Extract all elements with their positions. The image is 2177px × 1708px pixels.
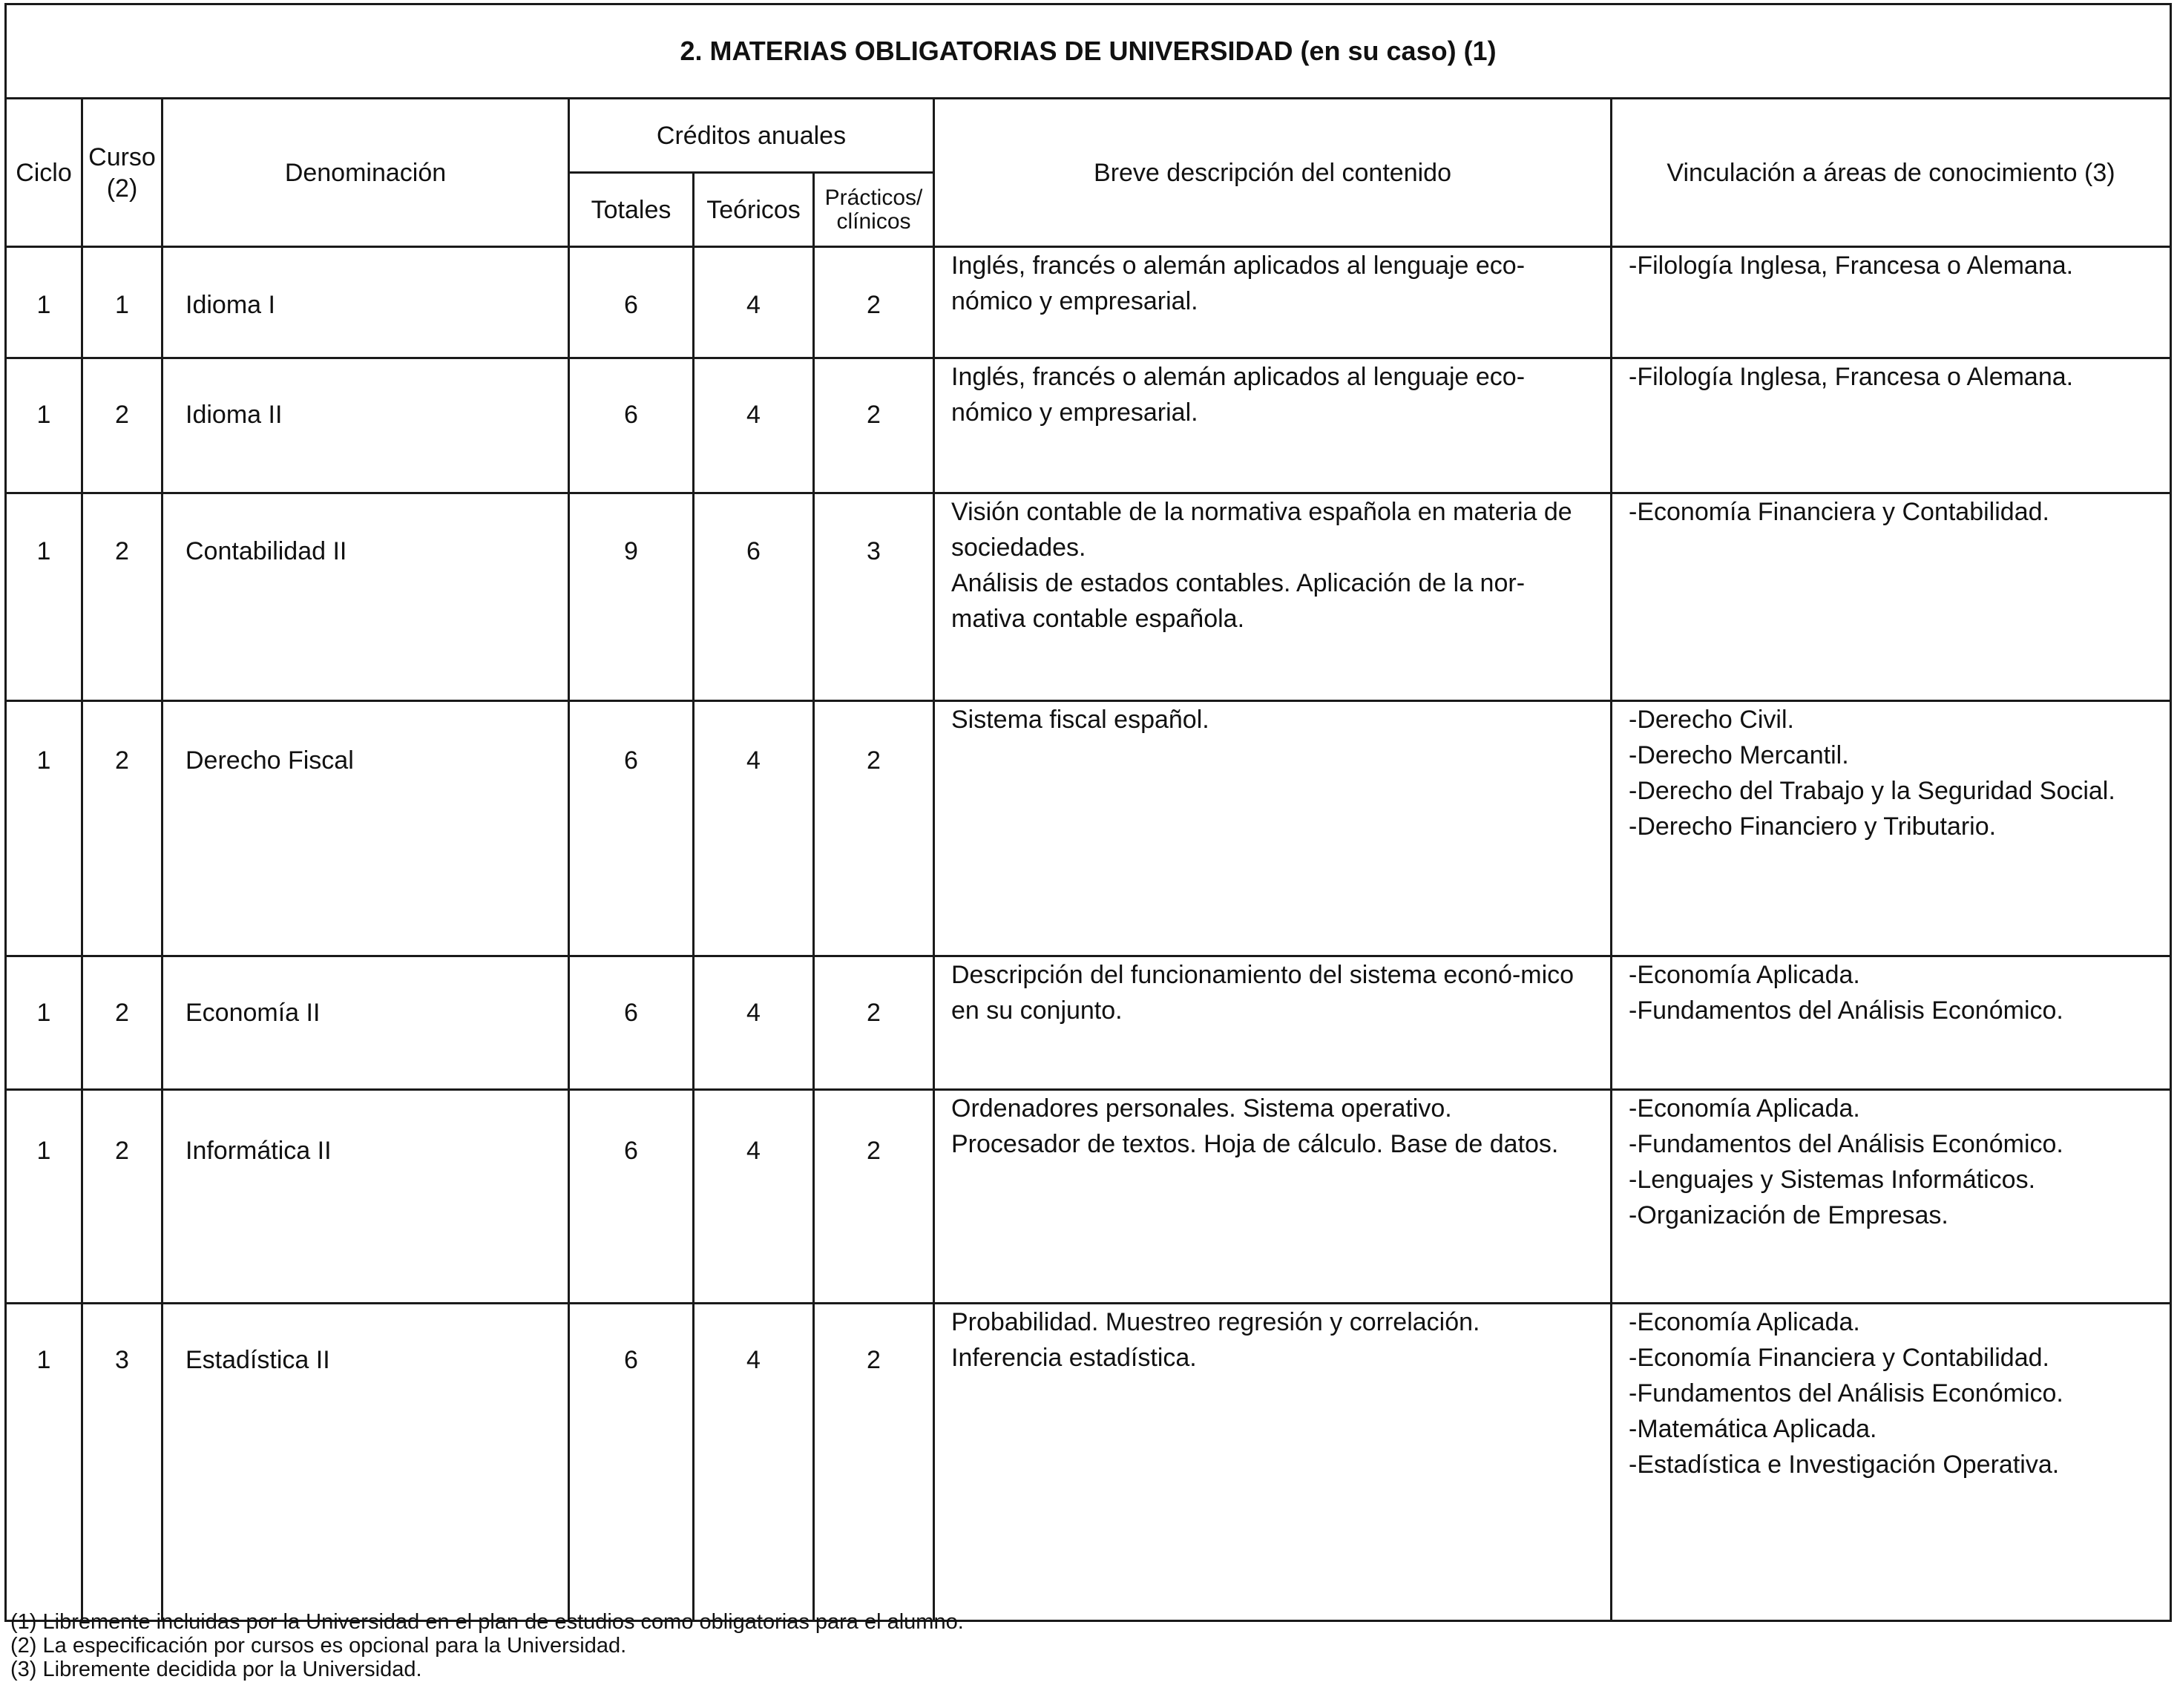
table-row bbox=[6, 493, 2171, 701]
area-item: -Derecho Financiero y Tributario. bbox=[1629, 812, 1997, 841]
teoricos-cell: 4 bbox=[694, 701, 814, 956]
table-title: 2. MATERIAS OBLIGATORIAS DE UNIVERSIDAD (en su caso) (1) bbox=[6, 4, 2171, 99]
ciclo-cell: 1 bbox=[6, 701, 82, 956]
vinculacion-cell bbox=[1612, 358, 2171, 493]
area-item: -Economía Financiera y Contabilidad. bbox=[1629, 498, 2049, 526]
practicos-cell: 2 bbox=[814, 247, 934, 358]
area-item: -Estadística e Investigación Operativa. bbox=[1629, 1451, 2060, 1479]
area-item: -Matemática Aplicada. bbox=[1629, 1415, 1877, 1443]
descripcion-line: Descripción del funcionamiento del sistema econó-mico en su conjunto. bbox=[951, 961, 1575, 1025]
table-body bbox=[6, 247, 2171, 1621]
teoricos-cell: 4 bbox=[694, 247, 814, 358]
table-row bbox=[6, 1090, 2171, 1304]
totales-cell: 6 bbox=[569, 1304, 694, 1621]
descripcion-line: Inferencia estadística. bbox=[951, 1344, 1197, 1372]
practicos-cell: 3 bbox=[814, 493, 934, 701]
area-item: -Economía Aplicada. bbox=[1629, 961, 1860, 989]
practicos-cell: 2 bbox=[814, 358, 934, 493]
header-ciclo: Ciclo bbox=[6, 99, 82, 247]
teoricos-cell: 4 bbox=[694, 358, 814, 493]
totales-cell: 6 bbox=[569, 701, 694, 956]
practicos-cell: 2 bbox=[814, 956, 934, 1090]
descripcion-cell bbox=[934, 956, 1612, 1090]
area-item: -Fundamentos del Análisis Económico. bbox=[1629, 1130, 2063, 1158]
footnote-2: (2) La especificación por cursos es opcional para la Universidad. bbox=[10, 1634, 627, 1658]
header-row-1 bbox=[6, 99, 2171, 173]
header-descripcion: Breve descripción del contenido bbox=[934, 99, 1612, 247]
header-curso bbox=[82, 99, 162, 247]
totales-cell: 6 bbox=[569, 358, 694, 493]
header-practicos-line2: clínicos bbox=[836, 208, 911, 234]
vinculacion-cell bbox=[1612, 247, 2171, 358]
area-item: -Fundamentos del Análisis Económico. bbox=[1629, 996, 2063, 1025]
area-item: -Economía Aplicada. bbox=[1629, 1308, 1860, 1336]
denominacion-cell: Derecho Fiscal bbox=[162, 701, 569, 956]
descripcion-cell bbox=[934, 1090, 1612, 1304]
descripcion-cell bbox=[934, 1304, 1612, 1621]
descripcion-cell bbox=[934, 247, 1612, 358]
vinculacion-cell bbox=[1612, 701, 2171, 956]
ciclo-cell: 1 bbox=[6, 493, 82, 701]
denominacion-cell: Idioma I bbox=[162, 247, 569, 358]
descripcion-line: Sistema fiscal español. bbox=[951, 706, 1209, 734]
ciclo-cell: 1 bbox=[6, 956, 82, 1090]
teoricos-cell: 6 bbox=[694, 493, 814, 701]
descripcion-line: Visión contable de la normativa española en materia de sociedades. bbox=[951, 498, 1572, 562]
area-item: -Derecho Civil. bbox=[1629, 706, 1794, 734]
vinculacion-cell bbox=[1612, 956, 2171, 1090]
area-item: -Derecho del Trabajo y la Seguridad Social. bbox=[1629, 777, 2115, 805]
totales-cell: 6 bbox=[569, 956, 694, 1090]
descripcion-line: Análisis de estados contables. Aplicación de la nor-mativa contable española. bbox=[951, 569, 1526, 633]
table-row bbox=[6, 247, 2171, 358]
area-item: -Filología Inglesa, Francesa o Alemana. bbox=[1629, 363, 2074, 391]
ciclo-cell: 1 bbox=[6, 358, 82, 493]
descripcion-line: Procesador de textos. Hoja de cálculo. Base de datos. bbox=[951, 1130, 1559, 1158]
descripcion-cell bbox=[934, 358, 1612, 493]
descripcion-cell bbox=[934, 493, 1612, 701]
header-denominacion: Denominación bbox=[162, 99, 569, 247]
header-teoricos: Teóricos bbox=[694, 173, 814, 247]
header-vinculacion: Vinculación a áreas de conocimiento (3) bbox=[1612, 99, 2171, 247]
table-row bbox=[6, 1304, 2171, 1621]
vinculacion-cell bbox=[1612, 493, 2171, 701]
table-row bbox=[6, 358, 2171, 493]
footnote-1: (1) Libremente incluidas por la Universidad en el plan de estudios como obligatorias para el alumno. bbox=[10, 1610, 964, 1634]
teoricos-cell: 4 bbox=[694, 1304, 814, 1621]
totales-cell: 6 bbox=[569, 1090, 694, 1304]
curso-cell: 3 bbox=[82, 1304, 162, 1621]
area-item: -Derecho Mercantil. bbox=[1629, 741, 1849, 769]
header-practicos-line1: Prácticos/ bbox=[824, 185, 923, 210]
curso-cell: 2 bbox=[82, 956, 162, 1090]
ciclo-cell: 1 bbox=[6, 1090, 82, 1304]
descripcion-cell bbox=[934, 701, 1612, 956]
curso-cell: 2 bbox=[82, 493, 162, 701]
header-curso-label: Curso bbox=[88, 142, 156, 171]
denominacion-cell: Contabilidad II bbox=[162, 493, 569, 701]
practicos-cell: 2 bbox=[814, 1304, 934, 1621]
title-row bbox=[6, 4, 2171, 99]
curso-cell: 2 bbox=[82, 1090, 162, 1304]
footnote-3: (3) Libremente decidida por la Universidad. bbox=[10, 1658, 422, 1681]
teoricos-cell: 4 bbox=[694, 1090, 814, 1304]
area-item: -Organización de Empresas. bbox=[1629, 1201, 1948, 1229]
denominacion-cell: Estadística II bbox=[162, 1304, 569, 1621]
totales-cell: 6 bbox=[569, 247, 694, 358]
practicos-cell: 2 bbox=[814, 1090, 934, 1304]
teoricos-cell: 4 bbox=[694, 956, 814, 1090]
practicos-cell: 2 bbox=[814, 701, 934, 956]
vinculacion-cell bbox=[1612, 1090, 2171, 1304]
descripcion-line: Inglés, francés o alemán aplicados al lenguaje eco-nómico y empresarial. bbox=[951, 363, 1526, 427]
vinculacion-cell bbox=[1612, 1304, 2171, 1621]
area-item: -Filología Inglesa, Francesa o Alemana. bbox=[1629, 252, 2074, 280]
header-totales: Totales bbox=[569, 173, 694, 247]
footnotes bbox=[10, 1610, 964, 1681]
ciclo-cell: 1 bbox=[6, 1304, 82, 1621]
area-item: -Lenguajes y Sistemas Informáticos. bbox=[1629, 1166, 2036, 1194]
header-creditos: Créditos anuales bbox=[569, 99, 934, 173]
area-item: -Economía Financiera y Contabilidad. bbox=[1629, 1344, 2049, 1372]
header-practicos bbox=[814, 173, 934, 247]
curso-cell: 2 bbox=[82, 701, 162, 956]
denominacion-cell: Economía II bbox=[162, 956, 569, 1090]
descripcion-line: Probabilidad. Muestreo regresión y correlación. bbox=[951, 1308, 1480, 1336]
table-row bbox=[6, 956, 2171, 1090]
denominacion-cell: Idioma II bbox=[162, 358, 569, 493]
table-row bbox=[6, 701, 2171, 956]
document-sheet bbox=[4, 3, 2170, 1622]
header-curso-note: (2) bbox=[106, 174, 138, 203]
descripcion-line: Ordenadores personales. Sistema operativo. bbox=[951, 1094, 1452, 1123]
curso-cell: 1 bbox=[82, 247, 162, 358]
materias-table bbox=[4, 3, 2172, 1622]
ciclo-cell: 1 bbox=[6, 247, 82, 358]
denominacion-cell: Informática II bbox=[162, 1090, 569, 1304]
area-item: -Economía Aplicada. bbox=[1629, 1094, 1860, 1123]
area-item: -Fundamentos del Análisis Económico. bbox=[1629, 1379, 2063, 1408]
descripcion-line: Inglés, francés o alemán aplicados al lenguaje eco-nómico y empresarial. bbox=[951, 252, 1526, 315]
curso-cell: 2 bbox=[82, 358, 162, 493]
totales-cell: 9 bbox=[569, 493, 694, 701]
